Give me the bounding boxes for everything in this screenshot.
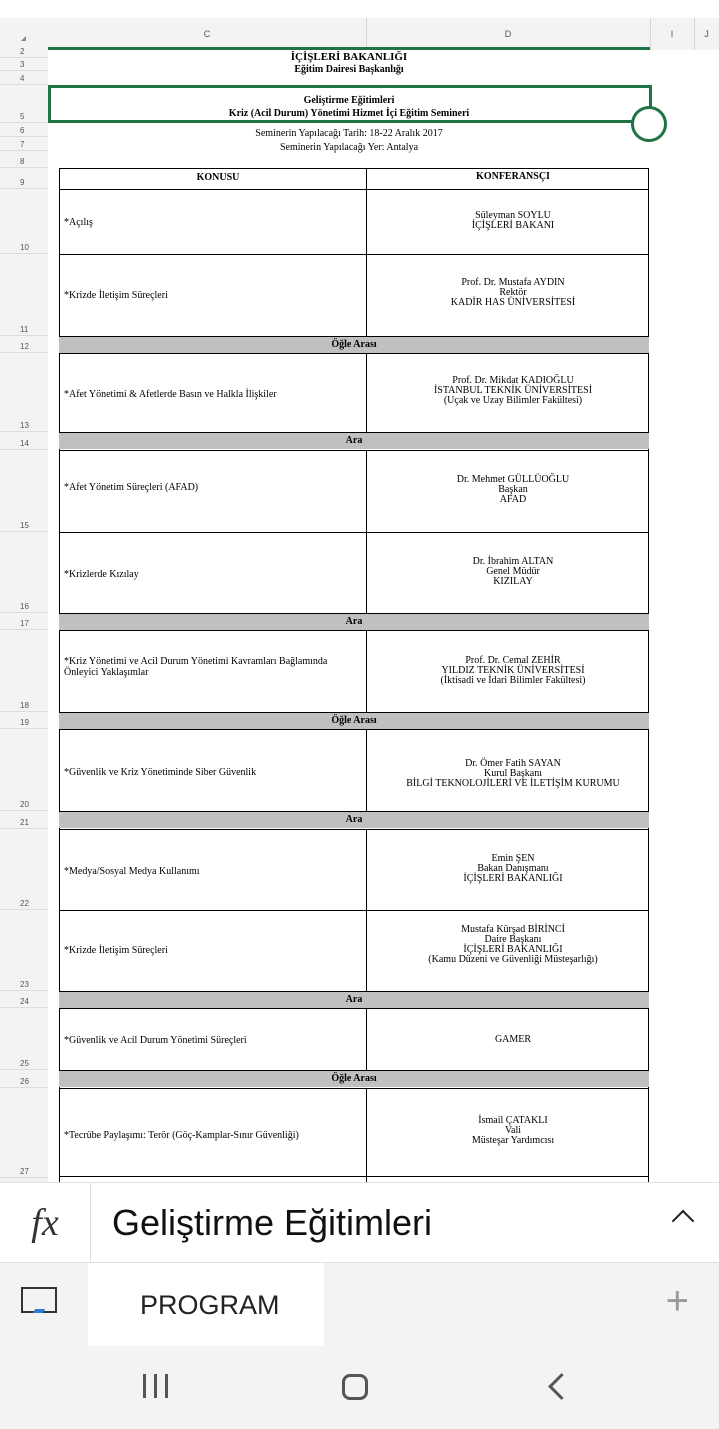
speaker-header[interactable]: KONFERANSÇI (476, 171, 550, 182)
break-row[interactable]: Ara (59, 811, 649, 828)
row-header[interactable]: 17 (0, 613, 48, 630)
break-row[interactable]: Öğle Arası (59, 712, 649, 729)
row-header[interactable]: 2 (0, 50, 48, 58)
row-header[interactable]: 6 (0, 123, 48, 137)
sheet-tab-bar (0, 1262, 719, 1347)
speaker-cell[interactable]: Dr. Mehmet GÜLLÜOĞLU Başkan AFAD (456, 474, 570, 505)
speaker-cell[interactable]: Dr. Ömer Fatih SAYAN Kurul Başkanı BİLGİ TEKNOLOJİLERİ VE İLETİŞİM KURUMU (406, 758, 620, 789)
table-row[interactable] (59, 189, 649, 254)
seminar-dates[interactable]: Seminerin Yapılacağı Tarih: 18-22 Aralık 2017 (255, 128, 443, 139)
row-header[interactable]: 4 (0, 71, 48, 85)
row-header[interactable]: 5 (0, 85, 48, 123)
topic-cell[interactable]: *Güvenlik ve Acil Durum Yönetimi Süreçleri (64, 1035, 247, 1046)
chevron-up-icon[interactable] (672, 1210, 695, 1233)
row-header[interactable]: 14 (0, 432, 48, 450)
select-all-corner[interactable] (0, 18, 48, 50)
function-icon[interactable]: fx (0, 1183, 91, 1263)
speaker-cell[interactable]: İsmail ÇATAKLI Vali Müsteşar Yardımcısı (471, 1115, 555, 1146)
row-header[interactable]: 24 (0, 991, 48, 1008)
speaker-cell[interactable]: Prof. Dr. Mustafa AYDIN Rektör KADİR HAS ÜNİVERSİTESİ (450, 277, 576, 308)
row-header[interactable]: 20 (0, 729, 48, 811)
column-header-j[interactable]: J (704, 29, 709, 39)
break-row[interactable]: Ara (59, 991, 649, 1008)
row-header[interactable]: 16 (0, 532, 48, 613)
topic-cell[interactable]: *Afet Yönetim Süreçleri (AFAD) (64, 482, 199, 493)
home-button[interactable] (342, 1374, 368, 1400)
column-header-i[interactable]: I (650, 18, 695, 50)
row-header[interactable]: 12 (0, 336, 48, 353)
table-row[interactable] (59, 254, 649, 336)
row-header[interactable]: 13 (0, 353, 48, 432)
row-header[interactable]: 10 (0, 189, 48, 254)
break-row[interactable]: Ara (59, 432, 649, 449)
row-header[interactable]: 19 (0, 712, 48, 729)
row-header[interactable]: 3 (0, 58, 48, 71)
row-header[interactable]: 7 (0, 137, 48, 151)
add-sheet-button[interactable]: + (665, 1279, 689, 1323)
topic-header[interactable]: KONUSU (196, 172, 240, 183)
topic-cell[interactable]: *Krizde İletişim Süreçleri (64, 290, 168, 301)
topic-cell[interactable]: *Krizlerde Kızılay (64, 569, 139, 580)
formula-bar (0, 1182, 719, 1263)
speaker-cell[interactable]: Prof. Dr. Cemal ZEHİR YILDIZ TEKNİK ÜNİVERSİTESİ (İktisadi ve İdari Bilimler Fakültesi) (440, 655, 586, 686)
topic-cell[interactable]: *Medya/Sosyal Medya Kullanımı (64, 866, 200, 877)
status-bar-area (0, 0, 719, 18)
table-row[interactable] (59, 353, 649, 432)
speaker-cell[interactable]: Süleyman SOYLU İÇİŞLERİ BAKANI (471, 210, 555, 231)
break-row[interactable]: Öğle Arası (59, 1070, 649, 1087)
table-row[interactable] (59, 910, 649, 991)
program-type-title[interactable]: Geliştirme Eğitimleri (303, 95, 395, 106)
table-row[interactable] (59, 729, 649, 811)
table-row[interactable] (59, 1088, 649, 1178)
table-row[interactable] (59, 532, 649, 613)
column-header-d[interactable]: D (366, 18, 651, 50)
select-all-triangle-icon (21, 36, 26, 41)
ministry-title[interactable]: İÇİŞLERİ BAKANLIĞI (290, 51, 408, 63)
table-border (59, 1176, 649, 1177)
sheet-tab-program[interactable]: PROGRAM (88, 1263, 324, 1347)
speaker-cell[interactable]: Emin ŞEN Bakan Danışmanı İÇİŞLERİ BAKANLIĞI (463, 853, 563, 884)
table-row[interactable] (59, 1008, 649, 1070)
topic-cell[interactable]: *Açılış (64, 217, 93, 228)
formula-input[interactable]: Geliştirme Eğitimleri (112, 1202, 433, 1243)
system-navigation-bar (0, 1346, 719, 1429)
row-header[interactable]: 27 (0, 1088, 48, 1178)
row-header[interactable]: 11 (0, 254, 48, 336)
speaker-cell[interactable]: Dr. İbrahim ALTAN Genel Müdür KIZILAY (472, 556, 554, 587)
topic-cell[interactable]: *Kriz Yönetimi ve Acil Durum Yönetimi Kavramları Bağlamında Önleyici Yaklaşımlar (64, 656, 328, 678)
column-header-c[interactable]: C (48, 18, 367, 50)
recent-apps-button[interactable] (143, 1374, 169, 1398)
table-row[interactable] (59, 630, 649, 712)
sheet-view-toggle[interactable] (0, 1263, 88, 1347)
row-header-bar (0, 47, 49, 1182)
table-border (59, 168, 649, 169)
table-row[interactable] (59, 829, 649, 910)
topic-cell[interactable]: *Krizde İletişim Süreçleri (64, 945, 168, 956)
speaker-cell[interactable]: GAMER (494, 1034, 532, 1045)
row-header[interactable]: 21 (0, 811, 48, 829)
row-header[interactable]: 25 (0, 1008, 48, 1070)
table-header-row (59, 172, 649, 189)
topic-cell[interactable]: *Güvenlik ve Kriz Yönetiminde Siber Güvenlik (64, 767, 257, 778)
selected-cell-range[interactable] (48, 85, 652, 123)
back-button[interactable] (548, 1373, 575, 1400)
row-header[interactable]: 22 (0, 829, 48, 910)
spreadsheet-grid[interactable] (48, 50, 719, 1182)
seminar-location[interactable]: Seminerin Yapılacağı Yer: Antalya (279, 142, 419, 153)
speaker-cell[interactable]: Prof. Dr. Mikdat KADIOĞLU İSTANBUL TEKNİK ÜNİVERSİTESİ (Uçak ve Uzay Bilimler Fakültesi) (433, 375, 593, 406)
topic-cell[interactable]: *Afet Yönetimi & Afetlerde Basın ve Halkla İlişkiler (64, 389, 277, 400)
topic-cell[interactable]: *Tecrübe Paylaşımı: Terör (Göç-Kamplar-Sınır Güvenliği) (64, 1130, 299, 1141)
row-header[interactable]: 15 (0, 450, 48, 532)
selection-resize-handle[interactable] (631, 106, 667, 142)
department-title[interactable]: Eğitim Dairesi Başkanlığı (294, 64, 404, 75)
row-header[interactable]: 26 (0, 1070, 48, 1088)
break-row[interactable]: Ara (59, 613, 649, 630)
row-header[interactable]: 9 (0, 168, 48, 189)
seminar-name-title[interactable]: Kriz (Acil Durum) Yönetimi Hizmet İçi Eğitim Semineri (228, 108, 470, 119)
speaker-cell[interactable]: Mustafa Kürşad BİRİNCİ Daire Başkanı İÇİŞLERİ BAKANLIĞI (Kamu Düzeni ve Güvenliği Müsteşarlığı) (428, 924, 598, 965)
row-header[interactable]: 18 (0, 630, 48, 712)
row-header[interactable]: 8 (0, 151, 48, 168)
table-row[interactable] (59, 450, 649, 532)
break-row[interactable]: Öğle Arası (59, 336, 649, 353)
row-header[interactable]: 23 (0, 910, 48, 991)
